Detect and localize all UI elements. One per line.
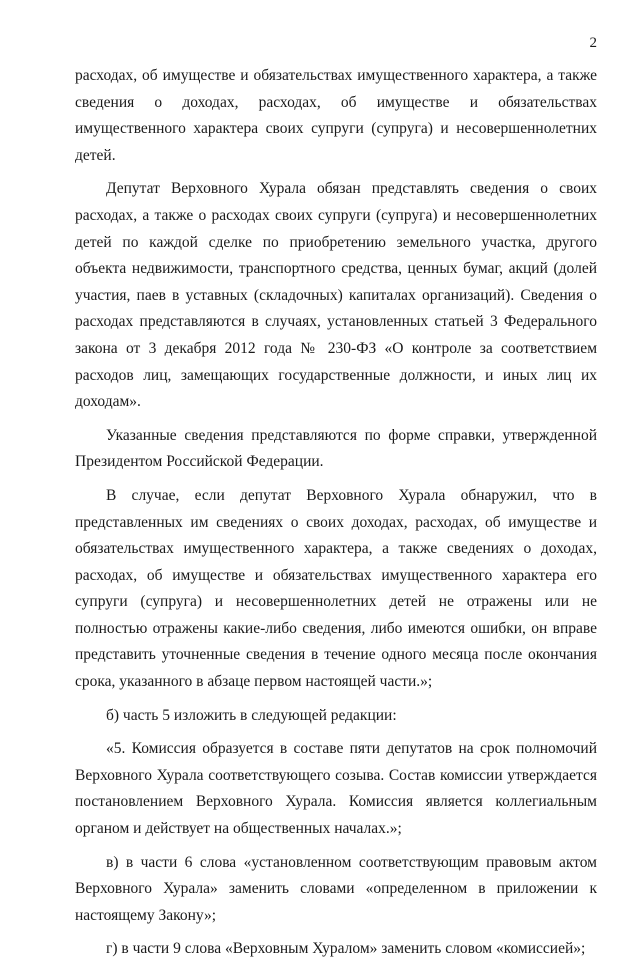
paragraph-item-b: б) часть 5 изложить в следующей редакции: (106, 706, 397, 724)
paragraph-continuation: расходах, об имуществе и обязательствах имущественного характера, а также сведения о доходах, расходах, об имуществе и обязательствах имущественного характера своих супруги (супруга) и несовершеннолетних детей. (75, 67, 597, 164)
paragraph-form-reference: Указанные сведения представляются по форме справки, утвержденной Президентом Российской Федерации. (75, 426, 597, 471)
paragraph-item-v: в) в части 6 слова «установленном соответствующим правовым актом Верховного Хурала» заменить словами «определенном в приложении к настоящему Закону»; (75, 853, 597, 924)
paragraph-deputy-expenses: Депутат Верховного Хурала обязан представлять сведения о своих расходах, а также о расходах своих супруги (супруга) и несовершеннолетних детей по каждой сделке по приобретению земельного участка, другого объекта недвижимости, транспортного средства, ценных бумаг, акций (долей участия, паев в уставных (складочных) капиталах организаций). Сведения о расходах представляются в случаях, установленных статьей 3 Федерального закона от 3 декабря 2012 года № 230-ФЗ «О контроле за соответствием расходов лиц, замещающих государственные должности, и иных лиц их доходам». (75, 180, 597, 411)
paragraph-part-5: «5. Комиссия образуется в составе пяти депутатов на срок полномочий Верховного Хурала соответствующего созыва. Состав комиссии утверждается постановлением Верховного Хурала. Комиссия является коллегиальным органом и действует на общественных началах.»; (75, 740, 597, 838)
paragraph-corrections: В случае, если депутат Верховного Хурала обнаружил, что в представленных им сведениях о своих доходах, расходах, об имуществе и обязательствах имущественного характера, а также сведениях о доходах, расходах, об имуществе и обязательствах имущественного характера его супруги (супруга) и несовершеннолетних детей не отражены или не полностью отражены какие-либо сведения, либо имеются ошибки, он вправе представить уточненные сведения в течение одного месяца после окончания срока, указанного в абзаце первом настоящей части.»; (75, 486, 597, 691)
page-number: 2 (589, 35, 597, 51)
document-body (75, 63, 597, 970)
paragraph-item-g: г) в части 9 слова «Верховным Хуралом» заменить словом «комиссией»; (106, 940, 586, 958)
